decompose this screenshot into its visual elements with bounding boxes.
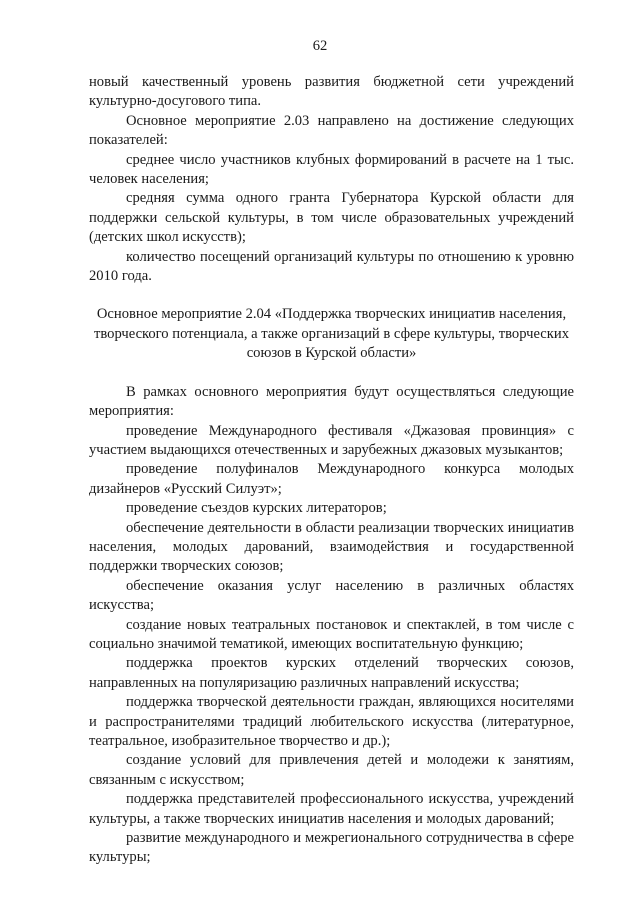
list-item: создание новых театральных постановок и спектаклей, в том числе с социально значимой тематикой, имеющих воспитательную функцию; [89,616,574,652]
spacer [89,364,574,383]
list-item: проведение съездов курских литераторов; [126,500,387,517]
paragraph: Основное мероприятие 2.03 направлено на достижение следующих показателей: [89,112,574,149]
page-number: 62 [312,38,328,54]
paragraph: В рамках основного мероприятия будут осуществляться следующие мероприятия: [89,383,574,420]
spacer [89,286,574,305]
section-heading: Основное мероприятие 2.04 «Поддержка творческих инициатив населения, творческого потенциала, а также организаций в сфере культуры, творческих союзов в Курской области» [93,306,569,362]
list-item: поддержка творческой деятельности граждан, являющихся носителями и распространителями традиций любительского искусства (литературное, театральное, изобразительное творчество и др.); [89,694,574,749]
list-item: поддержка представителей профессионального искусства, учреждений культуры, а также творческих инициатив населения и молодых дарований; [89,791,574,827]
list-item: проведение Международного фестиваля «Джазовая провинция» с участием выдающихся отечественных и зарубежных джазовых музыкантов; [89,422,574,458]
list-item: поддержка проектов курских отделений творческих союзов, направленных на популяризацию различных направлений искусства; [89,655,574,691]
paragraph: среднее число участников клубных формирований в расчете на 1 тыс. человек населения; [89,151,574,188]
list-item: развитие международного и межрегионального сотрудничества в сфере культуры; [89,830,574,866]
paragraph: количество посещений организаций культуры по отношению к уровню 2010 года. [89,248,574,285]
paragraph: средняя сумма одного гранта Губернатора Курской области для поддержки сельской культуры, в том числе образовательных учреждений (детских школ искусств); [89,190,574,246]
paragraph: новый качественный уровень развития бюджетной сети учреждений культурно-досугового типа. [89,74,574,110]
list-item: проведение полуфиналов Международного конкурса молодых дизайнеров «Русский Силуэт»; [89,461,574,497]
document-body [89,73,574,868]
list-item: обеспечение деятельности в области реализации творческих инициатив населения, молодых дарований, взаимодействия и государственной поддержки творческих союзов; [89,519,574,575]
list-item: обеспечение оказания услуг населению в различных областях искусства; [89,577,574,614]
list-item: создание условий для привлечения детей и молодежи к занятиям, связанным с искусством; [89,752,574,788]
